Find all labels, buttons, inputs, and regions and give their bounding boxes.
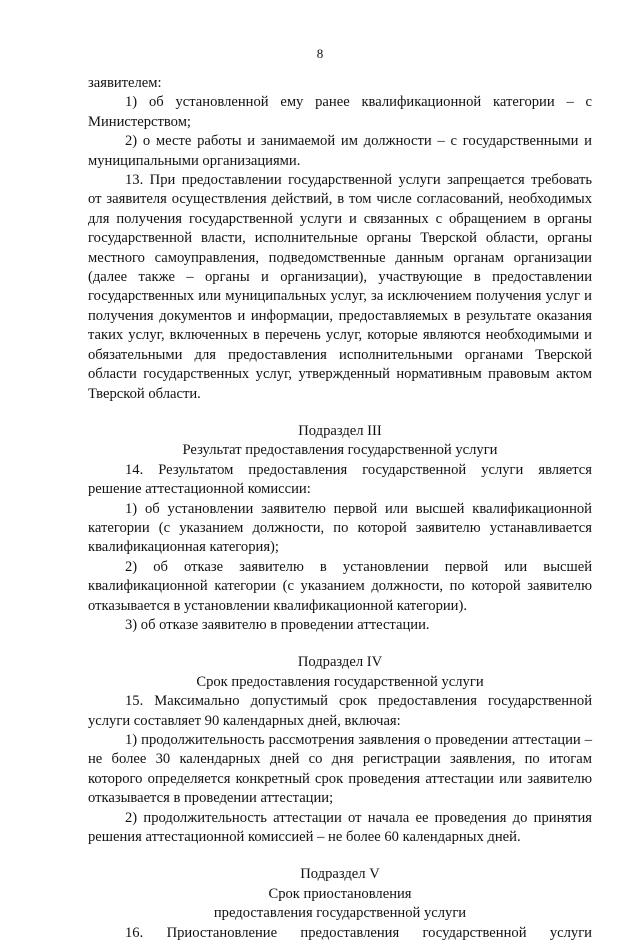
paragraph: заявителем:: [88, 75, 162, 91]
paragraph: 16. Приостановление предоставления государственной услуги: [125, 924, 592, 941]
paragraph: 14. Результатом предоставления государственной услуги является решение аттестационной комиссии:: [88, 461, 592, 498]
section-gap: [88, 404, 592, 422]
section-heading: Подраздел III: [298, 422, 382, 439]
paragraph: 1) продолжительность рассмотрения заявления о проведении аттестации – не более 30 календарных дней со дня регистрации заявления, по итогам которого определяется конкретный срок проведения аттестации или заявителю отказывается в проведении аттестации;: [88, 732, 592, 807]
paragraph: 3) об отказе заявителю в проведении аттестации.: [125, 616, 430, 633]
paragraph: 1) об установленной ему ранее квалификационной категории – с Министерством;: [88, 94, 592, 130]
section-heading: предоставления государственной услуги: [213, 905, 467, 922]
section-heading: Срок приостановления: [268, 885, 412, 902]
page-number: 8: [316, 46, 324, 61]
section-gap: [88, 635, 592, 653]
section-heading: Подраздел IV: [297, 654, 383, 671]
paragraph: 15. Максимально допустимый срок предоставления государственной услуги составляет 90 календарных дней, включая:: [88, 693, 592, 729]
paragraph: 1) об установлении заявителю первой или высшей квалификационной категории (с указанием должности, по которой заявителю устанавливается квалификационная категория);: [88, 500, 592, 556]
paragraph: 2) об отказе заявителю в установлении первой или высшей квалификационной категории (с указанием должности, по которой заявителю отказывается в установлении квалификационной категории).: [88, 558, 592, 614]
paragraph: 2) продолжительность аттестации от начала ее проведения до принятия решения аттестационной комиссией – не более 60 календарных дней.: [88, 809, 592, 846]
section-heading: Результат предоставления государственной услуги: [182, 442, 498, 459]
document-body: [88, 74, 592, 943]
paragraph: 2) о месте работы и занимаемой им должности – с государственными и муниципальными организациями.: [88, 133, 592, 169]
section-heading: Срок предоставления государственной услуги: [196, 673, 484, 690]
section-gap: [88, 847, 592, 865]
section-heading: Подраздел V: [300, 866, 380, 883]
paragraph: 13. При предоставлении государственной услуги запрещается требовать от заявителя осуществления действий, в том числе согласований, необходимых для получения государственной услуги и связанных с обращением в органы государственной власти, исполнительные органы Тверской области, органы местного самоуправления, подведомственные данным органам организации (далее также – органы и организации), участвующие в предоставлении государственных или муниципальных услуг, за исключением получения услуг и получения документов и информации, предоставляемых в результате оказания таких услуг, включенных в перечень услуг, которые являются необходимыми и обязательными для предоставления исполнительными органами Тверской области государственных услуг, утвержденный нормативным правовым актом Тверской области.: [88, 172, 592, 402]
